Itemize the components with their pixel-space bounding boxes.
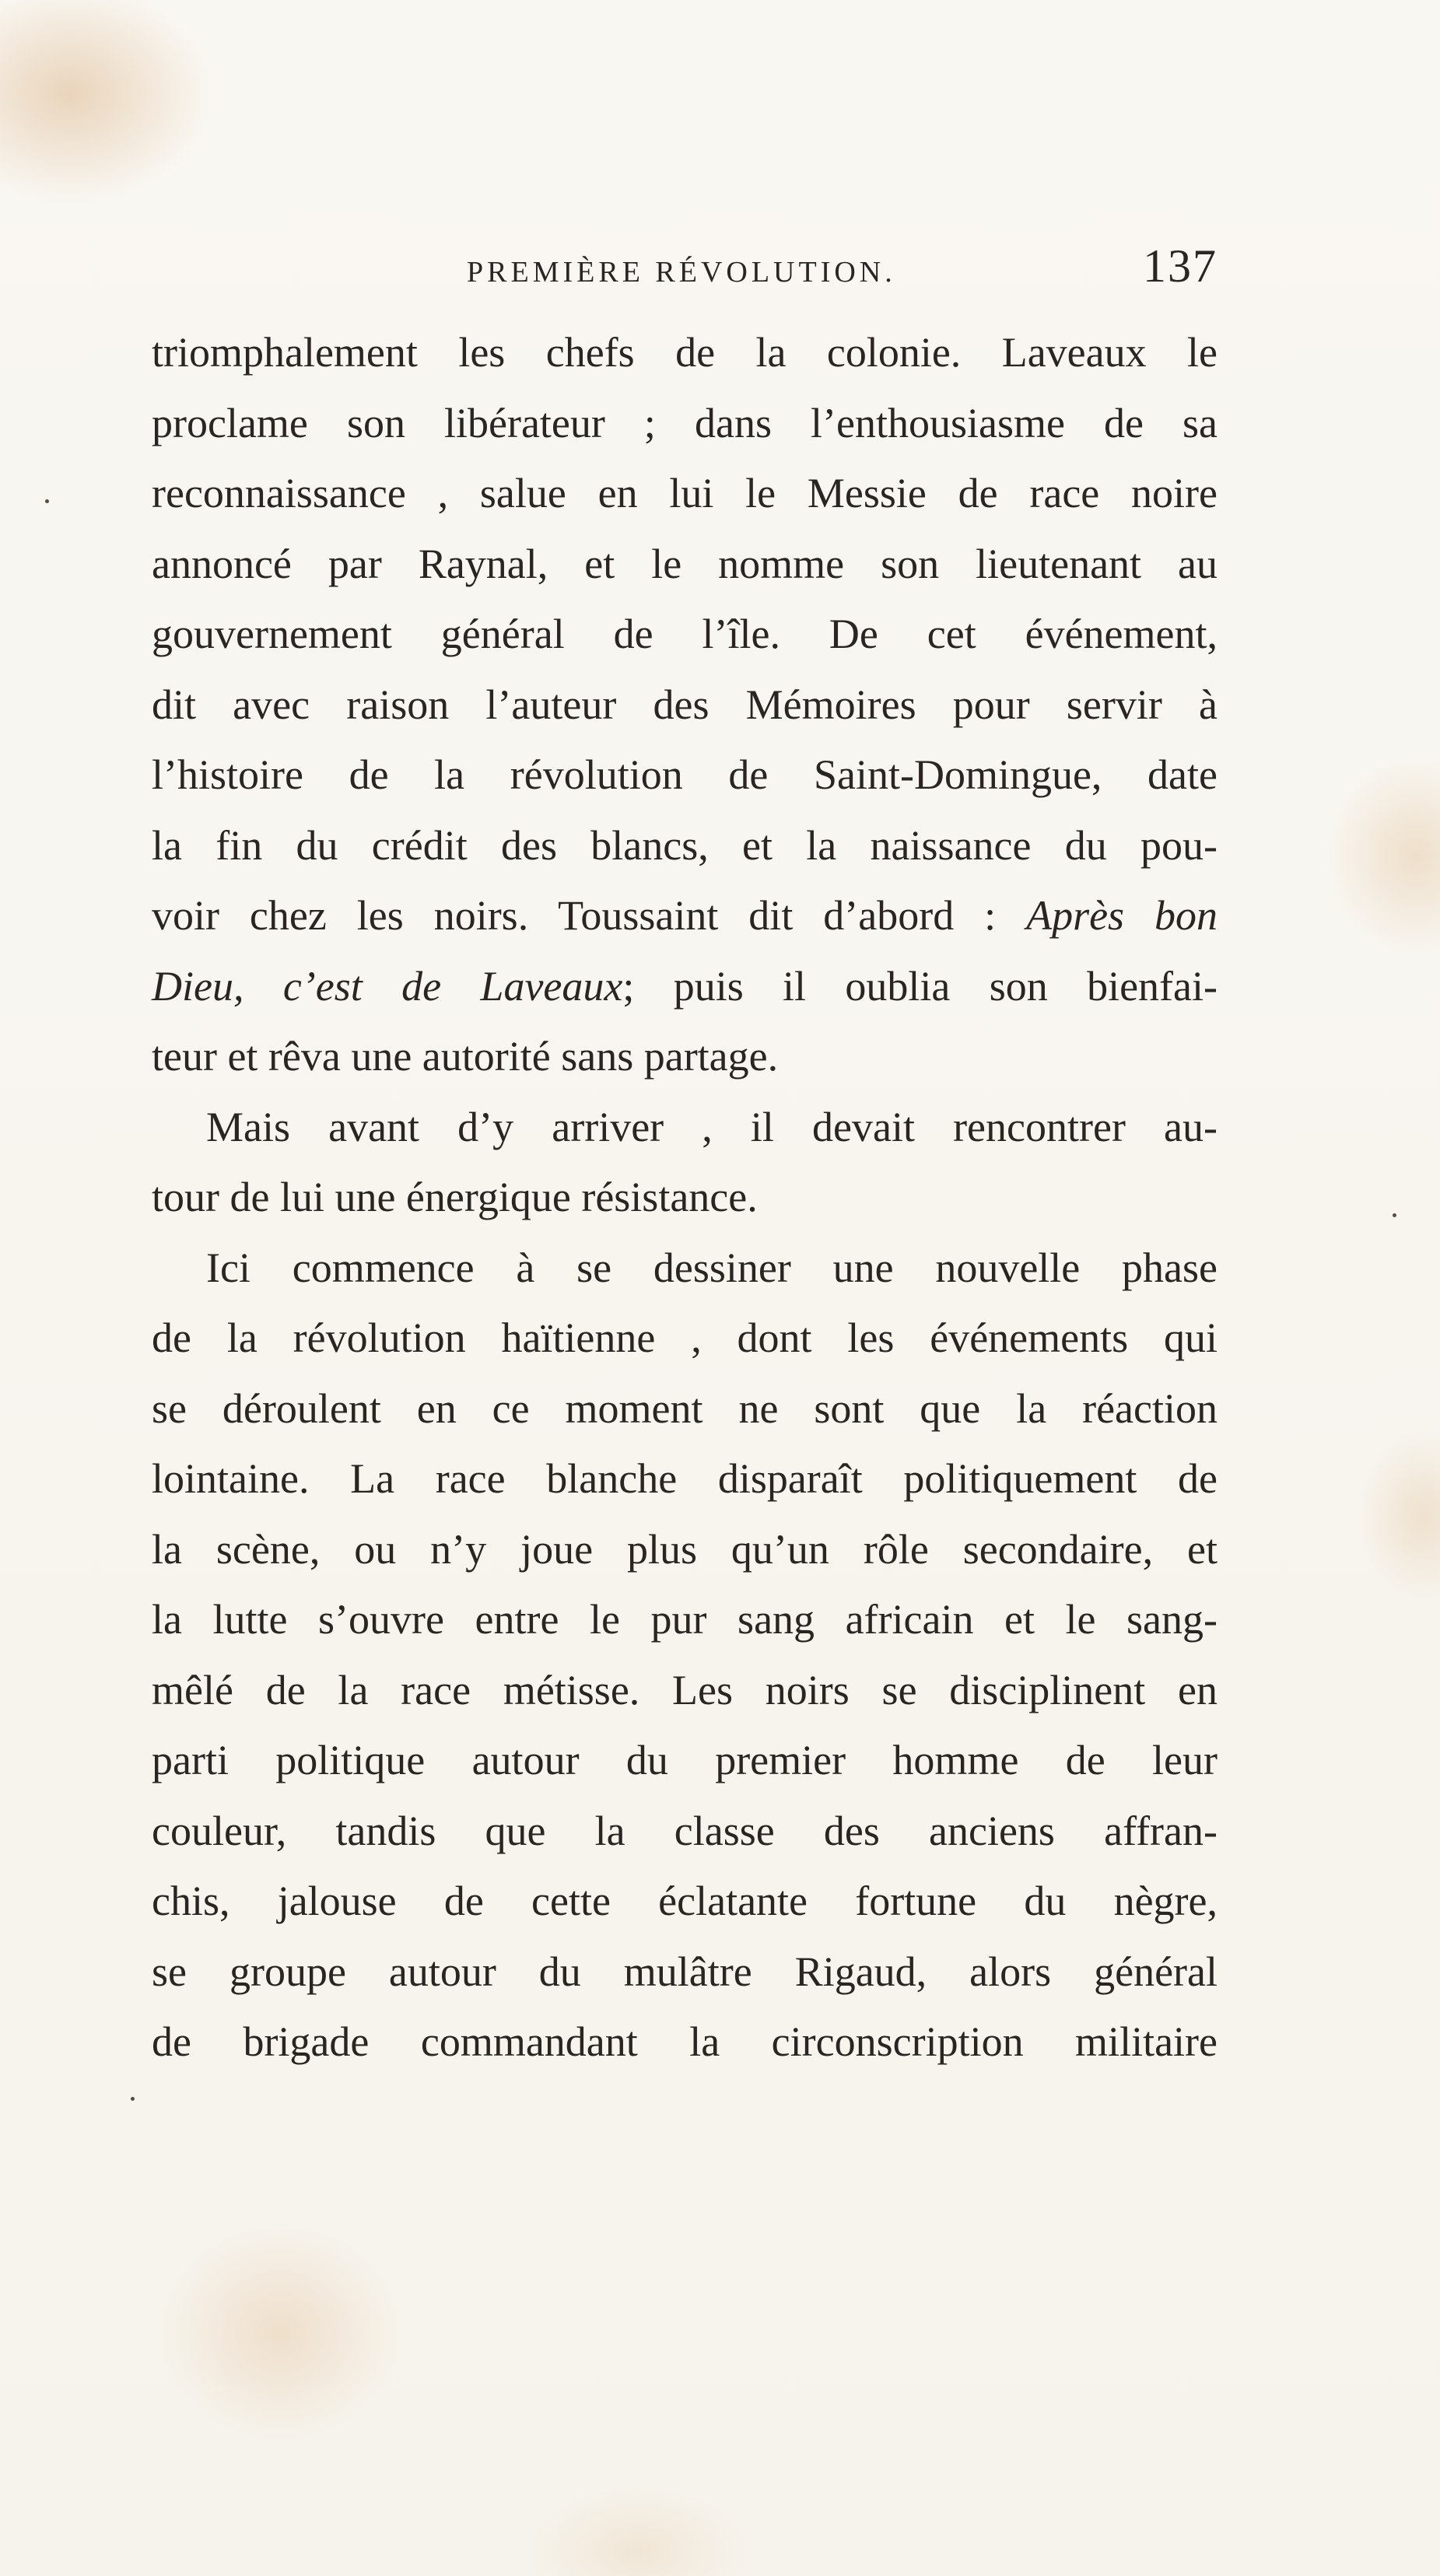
text-line: mêlé de la race métisse. Les noirs se disciplinent en xyxy=(152,1666,1218,1713)
ink-speck xyxy=(131,2097,135,2101)
italic-quote: Dieu, c’est de Laveaux xyxy=(152,962,623,1010)
text-line: lointaine. La race blanche disparaît politiquement de xyxy=(152,1455,1218,1502)
text-line: se déroulent en ce moment ne sont que la réaction xyxy=(152,1384,1218,1432)
text-line: la lutte s’ouvre entre le pur sang africain et le sang- xyxy=(152,1596,1218,1643)
ink-speck xyxy=(45,499,49,503)
body-text xyxy=(152,317,1218,2077)
text-line: reconnaissance , salue en lui le Messie de race noire xyxy=(152,470,1218,516)
text-line: se groupe autour du mulâtre Rigaud, alors général xyxy=(152,1948,1218,1995)
text-line: couleur, tandis que la classe des anciens affran- xyxy=(152,1807,1218,1854)
text-line: la scène, ou n’y joue plus qu’un rôle secondaire, et xyxy=(152,1525,1218,1573)
text-segment: voir chez les noirs. Toussaint dit d’abord : xyxy=(152,892,997,939)
text-segment: ; puis il oublia son bienfai- xyxy=(622,962,1218,1010)
text-line: triomphalement les chefs de la colonie. Laveaux le xyxy=(152,329,1218,376)
text-line: annoncé par Raynal, et le nomme son lieutenant au xyxy=(152,540,1218,587)
text-line: dit avec raison l’auteur des Mémoires pour servir à xyxy=(152,681,1218,728)
text-line: gouvernement général de l’île. De cet événement, xyxy=(152,611,1218,657)
text-line: Ici commence à se dessiner une nouvelle phase xyxy=(206,1244,1218,1291)
text-line: chis, jalouse de cette éclatante fortune du nègre, xyxy=(152,1878,1218,1924)
text-line: Mais avant d’y arriver , il devait rencontrer au- xyxy=(206,1103,1218,1150)
text-line: de la révolution haïtienne , dont les événements qui xyxy=(152,1314,1218,1361)
page-number: 137 xyxy=(1143,240,1218,292)
text-line: teur et rêva une autorité sans partage. xyxy=(152,1033,779,1080)
text-line: tour de lui une énergique résistance. xyxy=(152,1174,758,1220)
page-header xyxy=(152,233,1218,303)
text-line xyxy=(152,951,1218,1022)
text-line: proclame son libérateur ; dans l’enthousiasme de sa xyxy=(152,399,1218,446)
ink-speck xyxy=(1393,1213,1396,1217)
text-line: l’histoire de la révolution de Saint-Domingue, date xyxy=(152,751,1218,798)
text-line: de brigade commandant la circonscription militaire xyxy=(152,2018,1218,2065)
text-line: la fin du crédit des blancs, et la naissance du pou- xyxy=(152,821,1218,869)
running-title: PREMIÈRE RÉVOLUTION. xyxy=(467,256,896,289)
italic-quote: Après bon xyxy=(1026,892,1218,939)
text-line: parti politique autour du premier homme de leur xyxy=(152,1737,1218,1783)
text-line xyxy=(152,880,1218,951)
